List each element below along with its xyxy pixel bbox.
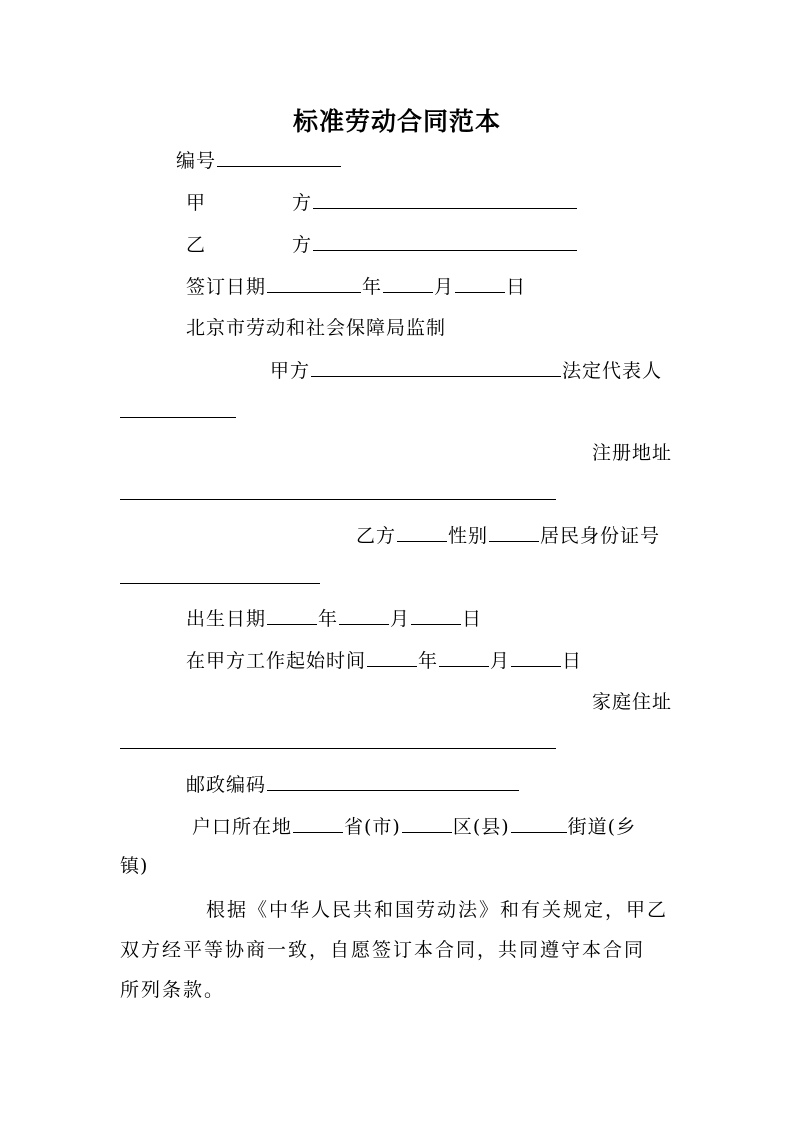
start-year-blank[interactable] [367, 648, 417, 667]
birth-year-blank[interactable] [267, 606, 317, 625]
province-label: 省(市) [344, 816, 401, 838]
id-label: 居民身份证号 [540, 525, 661, 547]
party-b-line [186, 232, 578, 257]
district-blank[interactable] [402, 814, 452, 833]
sign-date-label: 签订日期 [186, 276, 267, 298]
birth-date-line [186, 606, 482, 631]
reg-address-blank[interactable] [120, 499, 556, 500]
party-a-blank[interactable] [313, 190, 577, 209]
year-char: 年 [418, 650, 439, 672]
sign-day-blank[interactable] [455, 274, 505, 293]
contract-number-line [176, 148, 342, 173]
party-b-detail-line [356, 523, 660, 548]
party-b-blank[interactable] [313, 232, 577, 251]
street-label: 街道(乡 [567, 816, 637, 838]
sign-date-line [186, 274, 526, 299]
legal-rep-blank[interactable] [120, 417, 236, 418]
party-b-label: 乙方 [356, 525, 397, 547]
month-char: 月 [490, 650, 511, 672]
party-b-fang: 方 [292, 234, 313, 256]
province-blank[interactable] [293, 814, 343, 833]
gender-blank[interactable] [489, 523, 539, 542]
sign-month-blank[interactable] [383, 274, 433, 293]
supervisor-line: 北京市劳动和社会保障局监制 [186, 317, 447, 339]
home-address-blank[interactable] [120, 748, 556, 749]
birth-day-blank[interactable] [411, 606, 461, 625]
month-char: 月 [434, 276, 455, 298]
party-a-label: 甲方 [270, 360, 311, 382]
reg-address-label: 注册地址 [591, 442, 672, 464]
start-day-blank[interactable] [511, 648, 561, 667]
party-b-name-blank[interactable] [397, 523, 447, 542]
clause-line-3: 所列条款。 [120, 979, 226, 1001]
legal-rep-label: 法定代表人 [562, 360, 663, 382]
year-char: 年 [362, 276, 383, 298]
home-address-label: 家庭住址 [591, 691, 672, 713]
document-title: 标准劳动合同范本 [292, 107, 501, 136]
party-a-char: 甲 [186, 192, 207, 214]
party-b-char: 乙 [186, 234, 207, 256]
gender-label: 性别 [448, 525, 489, 547]
start-label: 在甲方工作起始时间 [186, 650, 367, 672]
day-char: 日 [462, 608, 483, 630]
start-date-line [186, 648, 582, 673]
start-month-blank[interactable] [439, 648, 489, 667]
clause-line-2: 双方经平等协商一致，自愿签订本合同，共同遵守本合同 [120, 939, 646, 961]
street-blank[interactable] [511, 814, 567, 833]
party-a-detail-line [270, 358, 662, 383]
number-label: 编号 [176, 150, 217, 172]
hukou-line [192, 814, 636, 839]
clause-line-1: 根据《中华人民共和国劳动法》和有关规定，甲乙 [206, 899, 669, 921]
postal-line [186, 772, 520, 797]
id-number-blank[interactable] [120, 583, 320, 584]
birth-month-blank[interactable] [339, 606, 389, 625]
year-char: 年 [318, 608, 339, 630]
sign-year-blank[interactable] [267, 274, 361, 293]
party-a-name-blank[interactable] [311, 358, 561, 377]
number-blank[interactable] [217, 148, 341, 167]
district-label: 区(县) [452, 816, 510, 838]
day-char: 日 [562, 650, 583, 672]
day-char: 日 [506, 276, 527, 298]
hukou-label: 户口所在地 [192, 816, 293, 838]
town-label: 镇) [120, 855, 149, 877]
party-a-fang: 方 [292, 192, 313, 214]
month-char: 月 [390, 608, 411, 630]
birth-label: 出生日期 [186, 608, 267, 630]
party-a-line [186, 190, 578, 215]
postal-label: 邮政编码 [186, 774, 267, 796]
postal-blank[interactable] [267, 772, 519, 791]
